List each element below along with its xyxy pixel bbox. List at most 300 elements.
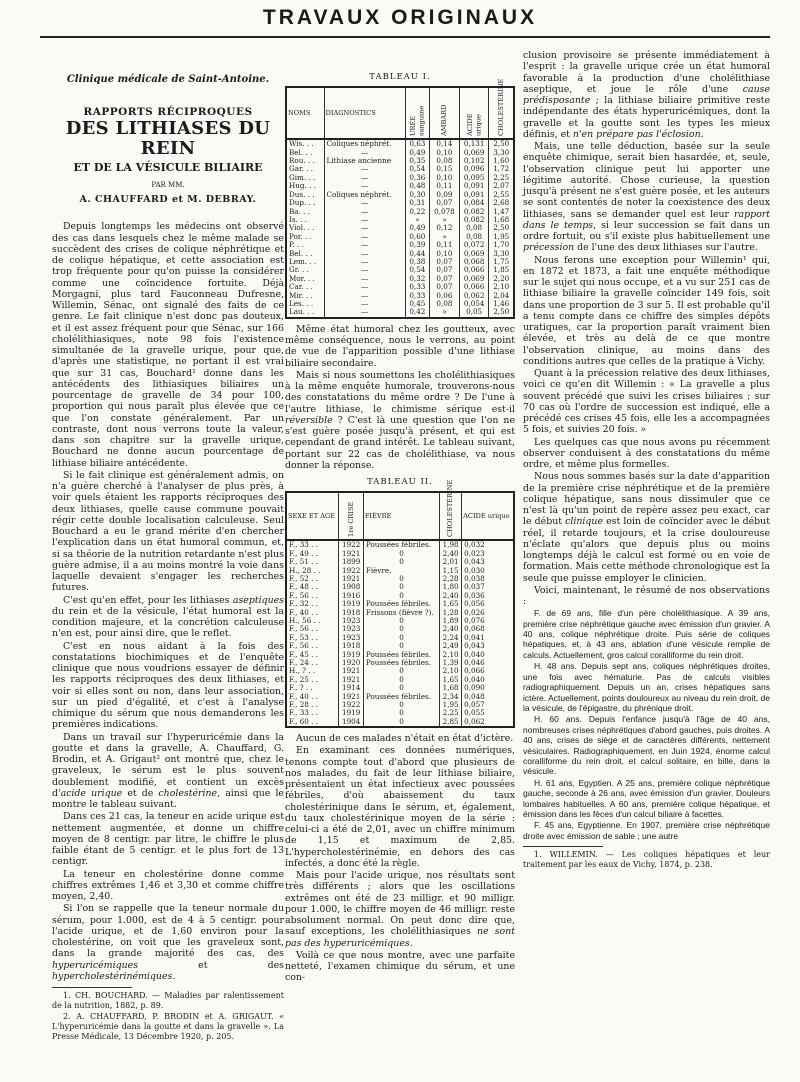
- table-cell: 0: [363, 625, 439, 633]
- table-cell: 1908: [339, 583, 363, 591]
- table-cell: 2,20: [489, 275, 514, 283]
- table-cell: Coliques néphrét.: [324, 191, 405, 199]
- table-cell: 0,068: [462, 625, 514, 633]
- table-cell: 0,22: [405, 208, 429, 216]
- table-cell: Frissons (fièvre ?).: [363, 609, 439, 617]
- table-cell: 0,60: [405, 233, 429, 241]
- text: du rein et de la vésicule, l'état humoral est la condition majeure, et la concrétion calculeuse n'en est, pour ainsi dire, que le reflet.: [52, 605, 284, 640]
- table-cell: Is. . .: [289, 214, 307, 224]
- table-cell: Wis. . .: [289, 139, 314, 149]
- table-cell: 3,30: [489, 149, 514, 157]
- table-cell: —: [324, 292, 405, 300]
- paragraph: [285, 870, 515, 949]
- table-cell: »: [430, 233, 460, 241]
- table-cell: Dus. . .: [289, 189, 315, 199]
- paragraph: En examinant ces données numériques, tenons compte tout d'abord que plusieurs de nos malades, du fait de leur lithiase biliaire, présentaient un état infectieux avec poussées fébriles, d'où abaissement du taux cholestérinique dans le sérum, et, également, du taux cholestérinique moyen de la série : celui-ci a été de 2,01, avec un chiffre minimum de 1,15 et maximum de 2,85. L'hypercholestérinémie, en dehors des cas infectés, a donc été la règle.: [285, 745, 515, 869]
- table-row: [286, 718, 514, 727]
- table-cell: Mir. . .: [289, 290, 313, 300]
- table-cell: 0,09: [430, 191, 460, 199]
- text: , ainsi que le montre le tableau suivant.: [52, 787, 284, 810]
- table-cell: 1,95: [440, 701, 462, 709]
- table-cell: 0,08: [459, 233, 489, 241]
- column-3: [523, 50, 770, 871]
- table-cell: 2,01: [440, 558, 462, 566]
- observation: H. 61 ans, Egyptien. A 25 ans, première colique néphrétique gauche, seconde à 26 ans, avec émission d'un gravier. Douleurs lombaires habituelles. A 60 ans, première colique hépatique, et émission dans les fèces d'un calcul biliaire à facettes.: [523, 777, 770, 819]
- clinic-name: Clinique médicale de Saint-Antoine.: [66, 74, 270, 85]
- table-cell: 0: [363, 575, 439, 583]
- table-cell: 2,04: [489, 292, 514, 300]
- table-cell: Dup. . .: [289, 198, 316, 208]
- table-row: [286, 308, 514, 317]
- table-cell: 2,34: [440, 693, 462, 701]
- table-cell: 1,39: [440, 659, 462, 667]
- table-cell: 1,72: [489, 165, 514, 173]
- table-cell: 0,076: [462, 617, 514, 625]
- table-cell: 1922: [339, 701, 363, 709]
- table-cell: 0: [363, 667, 439, 675]
- emphasis: n'en prépare pas l'éclosion: [572, 128, 701, 140]
- column-header: ACIDE urique: [462, 492, 514, 540]
- table-cell: 1,60: [489, 157, 514, 165]
- paragraph: [523, 471, 770, 584]
- table-cell: 0: [363, 550, 439, 558]
- paragraph: [523, 141, 770, 254]
- table-cell: 1921: [339, 667, 363, 675]
- title-line-3: ET DE LA VÉSICULE BILIAIRE: [73, 160, 263, 174]
- table-cell: —: [324, 199, 405, 207]
- table-cell: 0,040: [462, 676, 514, 684]
- table-cell: 1,46: [489, 300, 514, 308]
- table-cell: 0,31: [405, 199, 429, 207]
- table-cell: 1920: [339, 659, 363, 667]
- table-cell: F., 33 . .: [289, 708, 319, 718]
- table-cell: 0,35: [405, 157, 429, 165]
- column-header: 1re CRISE: [339, 492, 363, 540]
- table-cell: 0,38: [405, 258, 429, 266]
- table-cell: 0,07: [430, 199, 460, 207]
- table-cell: 0,08: [430, 300, 460, 308]
- journal-section-title: TRAVAUX ORIGINAUX: [262, 6, 538, 29]
- table-cell: 0,043: [462, 558, 514, 566]
- table-cell: 1918: [339, 642, 363, 650]
- table-cell: Viol. . .: [289, 223, 315, 233]
- table-cell: 0,10: [430, 149, 460, 157]
- table-cell: Gar. . .: [289, 164, 314, 174]
- by-line-label: PAR MM.: [151, 180, 185, 189]
- table-cell: —: [324, 233, 405, 241]
- observation: F. 45 ans, Egyptienne. En 1907, première crise néphrétique droite avec émission de sable ; une autre: [523, 820, 770, 841]
- table-cell: 0,36: [405, 174, 429, 182]
- table-cell: Bel. . .: [289, 248, 313, 258]
- table-cell: 1,15: [440, 567, 462, 575]
- table-cell: 1,47: [489, 208, 514, 216]
- emphasis: réversible: [285, 414, 333, 426]
- column-header: DIAGNOSTICS: [324, 87, 405, 139]
- footnote-rule: [52, 987, 132, 988]
- authors: A. CHAUFFARD et M. DEBRAY.: [79, 194, 257, 205]
- paragraph: [285, 370, 515, 471]
- table-cell: P. . .: [289, 240, 304, 250]
- footnote: 2. A. CHAUFFARD, P. BRODIN et A. GRIGAUT. « L'hyperuricémie dans la goutte et dans la gravelle ». La Presse Médicale, 13 Décembre 1920, p. 205.: [52, 1012, 284, 1041]
- table-cell: 0: [363, 701, 439, 709]
- table-cell: 2,10: [440, 651, 462, 659]
- table-cell: 0,10: [430, 174, 460, 182]
- table-cell: 2,10: [440, 667, 462, 675]
- table-cell: 1922: [339, 567, 363, 575]
- observation: H. 60 ans. Depuis l'enfance jusqu'à l'âge de 40 ans, nombreuses crises néphrétiques d'abord gauches, puis droites. A 40 ans, crises de siège et de caractères différents, nettement vésiculaires. Radiographiquement, en Juin 1924, énorme calcul coralliforme du rein droit, et calcul solitaire, en bille, dans la vésicule.: [523, 714, 770, 777]
- table-cell: »: [430, 216, 460, 224]
- table-cell: H., 28 . .: [289, 565, 321, 575]
- table-cell: 0,54: [405, 266, 429, 274]
- table-cell: Poussées fébriles.: [363, 693, 439, 701]
- table-cell: 1,28: [440, 609, 462, 617]
- table-cell: 0: [363, 642, 439, 650]
- emphasis: acide urique: [60, 787, 123, 799]
- emphasis: cause prédisposante: [523, 83, 770, 106]
- column-header: NOMS: [286, 87, 324, 139]
- table-cell: 0,49: [405, 224, 429, 232]
- table-cell: 1916: [339, 592, 363, 600]
- emphasis: rapport dans le temps: [523, 208, 770, 231]
- table-cell: 0: [363, 592, 439, 600]
- table-cell: 0,082: [459, 216, 489, 224]
- paragraph: La teneur en cholestérine donne comme chiffres extrêmes 1,46 et 3,30 et comme chiffre moyen, 2,40.: [52, 868, 284, 902]
- table-cell: Car. . .: [289, 282, 313, 292]
- text: et de: [122, 787, 159, 799]
- table-cell: 3,30: [489, 250, 514, 258]
- table-cell: 2,24: [440, 634, 462, 642]
- column-header: SEXE ET AGE: [286, 492, 339, 540]
- table-cell: 1,70: [489, 241, 514, 249]
- table-cell: 0,54: [405, 165, 429, 173]
- table-cell: 2,49: [440, 642, 462, 650]
- table-cell: 1919: [339, 651, 363, 659]
- column-1: [52, 50, 284, 1043]
- table-cell: 0,48: [405, 182, 429, 190]
- table-cell: 2,10: [489, 283, 514, 291]
- table-cell: 0,030: [462, 567, 514, 575]
- paragraph: Aucun de ces malades n'était en état d'ictère.: [296, 733, 514, 745]
- table-cell: F., 56 . .: [289, 590, 319, 600]
- table-cell: 1,95: [489, 233, 514, 241]
- table-cell: F., 32 . .: [289, 599, 319, 609]
- column-header: URÉE sanguine: [405, 87, 429, 139]
- table-cell: 2,40: [440, 550, 462, 558]
- table-cell: 0,066: [459, 283, 489, 291]
- table-cell: 0,062: [462, 718, 514, 727]
- table-cell: F., 51 . .: [289, 557, 319, 567]
- table-cell: Ba. . .: [289, 206, 310, 216]
- table-cell: —: [324, 275, 405, 283]
- table-cell: Fièvre.: [363, 567, 439, 575]
- paragraph: Voici, maintenant, le résumé de nos observations :: [523, 584, 770, 607]
- table-cell: F., 25 . .: [289, 674, 319, 684]
- table-cell: 0,043: [462, 642, 514, 650]
- table-cell: 1921: [339, 693, 363, 701]
- table-cell: 1923: [339, 634, 363, 642]
- text: C'est qu'en effet, pour les lithiases: [63, 594, 233, 606]
- table-cell: 0,040: [462, 651, 514, 659]
- paragraph: [52, 595, 284, 640]
- table-cell: Poussées fébriles.: [363, 600, 439, 608]
- table-cell: F., 49 . .: [289, 548, 319, 558]
- table-cell: 1,68: [489, 216, 514, 224]
- table-cell: 0,091: [459, 182, 489, 190]
- table-cell: —: [324, 241, 405, 249]
- paragraph: Quant à la précession relative des deux lithiases, voici ce qu'en dit Willemin : « La gravelle a plus souvent précédé que suivi les crises biliaires ; sur 70 cas où l'ordre de succession est indiqué, elle a précédé ces crises 45 fois, elle les a accompagnées 5 fois, et suivies 20 fois. »: [523, 368, 770, 436]
- emphasis: hypercholestérinémiques: [52, 970, 173, 982]
- table-cell: 0,33: [405, 292, 429, 300]
- text: , si leur succession se fait dans un ordre fortuit, ou s'il existe plus habituellement une: [523, 219, 770, 242]
- observations: [523, 608, 770, 841]
- table-cell: F., 45 . .: [289, 649, 319, 659]
- table-cell: —: [324, 283, 405, 291]
- table-cell: 0,041: [462, 634, 514, 642]
- table-cell: 1914: [339, 684, 363, 692]
- table-cell: 0: [363, 718, 439, 727]
- table-cell: Rou. . .: [289, 156, 315, 166]
- table-cell: 2,40: [440, 592, 462, 600]
- table-cell: Lithiase ancienne: [324, 157, 405, 165]
- text: Si l'on se rappelle que la teneur normale du sérum, pour 1.000, est de 4 à 5 centigr. pour l'acide urique, et de 1,60 environ pour la cholestérine, on voit que les graveleux sont, dans la grande majorité des cas, des: [52, 903, 284, 960]
- table-cell: 0,069: [459, 275, 489, 283]
- table-cell: 0,026: [462, 609, 514, 617]
- paragraph: [52, 732, 284, 811]
- table-cell: 2,85: [440, 718, 462, 727]
- table-cell: 0: [363, 709, 439, 717]
- column-header: CHOLESTÉRINE: [489, 87, 514, 139]
- text: .: [700, 128, 704, 140]
- column-header: FIÈVRE: [363, 492, 439, 540]
- table-cell: F., 40 . .: [289, 691, 319, 701]
- table-cell: Poussées fébriles.: [363, 651, 439, 659]
- table-cell: —: [324, 300, 405, 308]
- table-cell: 0,07: [430, 266, 460, 274]
- table-cell: Lau. . .: [289, 307, 315, 317]
- table-cell: 2,50: [489, 308, 514, 317]
- table-cell: 1,65: [440, 676, 462, 684]
- table-cell: 0,068: [459, 258, 489, 266]
- paragraph: Dans ces 21 cas, la teneur en acide urique est nettement augmentée, et donne un chiffre moyen de 8 centigr. par litre, le chiffre le plus faible étant de 5 centigr. et le plus fort de 13 centigr.: [52, 811, 284, 868]
- table-cell: 0,032: [462, 540, 514, 549]
- table-cell: 0: [363, 583, 439, 591]
- table-cell: Por. . .: [289, 231, 312, 241]
- table-cell: —: [324, 258, 405, 266]
- table-cell: 0,08: [430, 157, 460, 165]
- column-header: AMBARD: [430, 87, 460, 139]
- emphasis: aseptiques: [232, 594, 284, 606]
- paragraph: Nous ferons une exception pour Willemin¹ qui, en 1872 et 1873, a fait une enquête méthodique sur le sujet qui nous occupe, et a vu sur 251 cas de lithiase biliaire la gravelle coïncider 149 fois, soit dans une proportion de 3 sur 5. Il est probable qu'il a tenu compte dans ce chiffre des simples dépôts uratiques, car la proportion paraît vraiment bien élevée, et très au delà de ce que montre l'observation clinique, au moins dans des conditions autres que celles de la pratique à Vichy.: [523, 254, 770, 367]
- table-cell: 0,084: [459, 199, 489, 207]
- table-cell: Mor. . .: [289, 273, 315, 283]
- paragraph: [523, 50, 770, 140]
- table-cell: 0,42: [405, 308, 429, 317]
- footnote: 1. WILLEMIN. — Les coliques hépatiques et leur traitement par les eaux de Vichy, 1874, p. 238.: [523, 850, 770, 870]
- table-cell: Hug. . .: [289, 181, 316, 191]
- paragraph: Même état humoral chez les goutteux, avec même conséquence, nous le verrons, au point de vue de l'apparition possible d'une lithiase biliaire secondaire.: [285, 323, 515, 369]
- table-cell: 1,89: [440, 617, 462, 625]
- table-cell: 0,08: [459, 224, 489, 232]
- table-cell: 1921: [339, 575, 363, 583]
- column-header: CHOLESTÉRINE: [440, 492, 462, 540]
- header-rule: [40, 36, 770, 38]
- column-header: ACIDE urique: [459, 87, 489, 139]
- table-cell: 0,131: [459, 139, 489, 148]
- table-cell: H., ? . .: [289, 666, 316, 676]
- emphasis: cholestérine: [158, 787, 218, 799]
- paragraph: Les quelques cas que nous avons pu récemment observer conduisent à des constatations du même ordre, et même plus formelles.: [523, 436, 770, 470]
- table-cell: 1,85: [489, 266, 514, 274]
- table-cell: 0,39: [405, 241, 429, 249]
- table-cell: 0,069: [459, 149, 489, 157]
- emphasis: ne sont pas des hyperuricémiques: [285, 926, 516, 949]
- table-cell: 0,062: [459, 292, 489, 300]
- table-cell: 0,07: [430, 258, 460, 266]
- table-cell: —: [324, 224, 405, 232]
- table-cell: 0,11: [430, 182, 460, 190]
- observation: F. de 69 ans, fille d'un père cholélithiasique. A 39 ans, première crise néphrétique gauche avec émission d'un gravier. A 40 ans, colique néphrétique droite. Puis série de coliques hépatiques, et, à 43 ans, ablation d'une vésicule remplie de calculs. Actuellement, gros calcul coralliforme du rein droit.: [523, 608, 770, 660]
- table-cell: 1,75: [489, 258, 514, 266]
- table-cell: 2,25: [489, 174, 514, 182]
- table-cell: Poussées fébriles.: [363, 540, 439, 549]
- text: Nous nous sommes basés sur la date d'apparition de la première crise néphrétique et de la première colique hépatique, sans nous dissimuler que ce n'est là qu'un point de repère assez peu exact, car le début: [523, 471, 770, 528]
- footnote: 1. CH. BOUCHARD. — Maladies par ralentissement de la nutrition, 1882, p. 89.: [52, 991, 284, 1010]
- table-2-caption: TABLEAU II.: [367, 477, 433, 488]
- table-cell: 0,057: [462, 701, 514, 709]
- text: ; la lithiase biliaire primitive reste indépendante des états hyperuricémiques, dont la gravelle et la goutte sont les types les mieux définis, et: [523, 95, 770, 140]
- text: clusion provisoire se présente immédiatement à l'esprit : la gravelle urique crée un état humoral favorable à la production d'une cholélithiase aseptique, et joue le rôle d'une: [523, 50, 770, 95]
- paragraph: Voilà ce que nous montre, avec une parfaite netteté, l'examen chimique du sérum, et une con-: [285, 949, 515, 984]
- emphasis: hyperuricémiques: [52, 959, 138, 971]
- table-cell: 1923: [339, 625, 363, 633]
- table-cell: 0,082: [459, 208, 489, 216]
- table-cell: F., 60 . .: [289, 716, 319, 726]
- table-cell: 0,096: [459, 165, 489, 173]
- title-line-1: RAPPORTS RÉCIPROQUES: [83, 106, 253, 119]
- paragraph: Si le fait clinique est généralement admis, on n'a guère cherché à l'analyser de plus près, à voir quels étaient les rapports réciproques des deux lithiases, quelle cause commune pouvait régir cette double localisation calculeuse. Seul Bouchard a eu le grand mérite d'en chercher l'explication dans un état humoral commun, et, si sa théorie de la nutrition retardante n'est plus guère admise, il a au moins montré la voie dans laquelle devaient s'engager les recherches futures.: [52, 469, 284, 594]
- table-cell: 1921: [339, 676, 363, 684]
- table-cell: 0,10: [430, 250, 460, 258]
- table-cell: »: [430, 308, 460, 317]
- table-cell: 2,50: [489, 139, 514, 148]
- table-cell: —: [324, 250, 405, 258]
- table-cell: 1918: [339, 609, 363, 617]
- table-cell: 1923: [339, 617, 363, 625]
- table-cell: 0,038: [462, 575, 514, 583]
- table-cell: 0,091: [459, 191, 489, 199]
- table-cell: F., ? . .: [289, 683, 313, 693]
- table-cell: —: [324, 174, 405, 182]
- table-cell: 1919: [339, 709, 363, 717]
- paragraph: [52, 903, 284, 982]
- text: ? C'est là une question que l'on ne s'est guère posée jusqu'à présent, et qui est cependant de grand intérêt. Le tableau suivant, portant sur 22 cas de cholélithiase, va nous donner la réponse.: [285, 414, 515, 471]
- table-cell: 1,65: [440, 600, 462, 608]
- table-cell: 2,07: [489, 182, 514, 190]
- table-cell: 0,066: [459, 266, 489, 274]
- table-cell: 0,102: [459, 157, 489, 165]
- table-cell: 1922: [339, 540, 363, 549]
- table-cell: 0: [363, 558, 439, 566]
- text: et des: [137, 959, 284, 971]
- table-cell: 1,68: [440, 684, 462, 692]
- table-cell: 2,55: [489, 191, 514, 199]
- observation: H. 48 ans. Depuis sept ans, coliques néphrétiques droites, une fois avec hématurie. Pas de calculs visibles radiographiquement. Depuis un an, crises hépatiques sans ictère. Actuellement, points douloureux au niveau du rein droit, de la vésicule, de l'épigastre, du phrénique droit.: [523, 661, 770, 713]
- table-cell: —: [324, 308, 405, 317]
- table-cell: 1919: [339, 600, 363, 608]
- table-cell: 0,036: [462, 592, 514, 600]
- table-cell: 0,046: [462, 659, 514, 667]
- table-cell: 0,14: [430, 139, 460, 148]
- table-cell: Poussées fébriles.: [363, 659, 439, 667]
- table-cell: 2,50: [489, 224, 514, 232]
- emphasis: précession: [523, 242, 575, 254]
- table-cell: 0,056: [462, 600, 514, 608]
- text: .: [172, 970, 176, 982]
- table-1-caption: TABLEAU I.: [369, 72, 431, 82]
- table-cell: 1,80: [440, 583, 462, 591]
- table-cell: 1,98: [440, 540, 462, 549]
- table-1: [285, 78, 515, 319]
- table-cell: Gim. . .: [289, 172, 316, 182]
- table-cell: 0,023: [462, 550, 514, 558]
- table-cell: Lem. . .: [289, 256, 317, 266]
- table-cell: 0,054: [459, 300, 489, 308]
- title-line-2: DES LITHIASES DU REIN: [65, 117, 271, 159]
- table-cell: 1899: [339, 558, 363, 566]
- table-cell: Coliques néphrét.: [324, 139, 405, 148]
- table-cell: —: [324, 266, 405, 274]
- table-cell: 0,037: [462, 583, 514, 591]
- table-cell: 0,066: [462, 667, 514, 675]
- table-cell: 0,095: [459, 174, 489, 182]
- table-cell: 0: [363, 684, 439, 692]
- table-cell: —: [324, 216, 405, 224]
- text: est loin de coïncider avec le début réel, il retarde toujours, et la crise douloureuse n'éclate qu'alors que depuis plus ou moins longtemps déjà le calcul est formé ou en voie de formation. Mais cette méthode chronologique est la seule que puisse employer le clinicien.: [523, 516, 770, 584]
- table-cell: 0,30: [405, 191, 429, 199]
- table-cell: F., 24 . .: [289, 657, 319, 667]
- table-cell: 1921: [339, 550, 363, 558]
- table-cell: 0,078: [430, 208, 460, 216]
- column-2: [285, 72, 515, 985]
- table-cell: 2,68: [489, 199, 514, 207]
- table-cell: 0,12: [430, 224, 460, 232]
- table-cell: 2,25: [440, 709, 462, 717]
- table-cell: 0,49: [405, 149, 429, 157]
- table-cell: —: [324, 182, 405, 190]
- table-cell: 0,15: [430, 165, 460, 173]
- paragraph: Depuis longtemps les médecins ont observé des cas dans lesquels chez le même malade se succèdent des crises de colique néphrétique et de colique hépatique, et cette association est trop fréquente pour qu'on puisse la considérer comme une coïncidence fortuite. Déjà Morgagni, plus tard Fauconneau Dufresne, Willemin, Sénac, ont signalé des faits de ce genre. Le fait clinique n'est donc pas douteux, et il est assez fréquent pour que Sénac, sur 166 cholélithiasiques, note 98 fois l'existence simultanée de la gravelle urique, pour que, d'après une statistique, ne portant il est vrai que sur 31 cas, Bouchard¹ donne dans les antécédents des lithiasiques biliaires un pourcentage de gravelle de 34 pour 100, proportion qui nous paraît plus élevée que ce que l'on constate généralement. Par un contraste, dont nous verrons toute la valeur, dans son chapitre sur la gravelle urique, Bouchard ne donne aucun pourcentage de lithiase biliaire antécédente.: [52, 221, 284, 469]
- table-cell: Les. . .: [289, 298, 314, 308]
- table-cell: 0,05: [459, 308, 489, 317]
- table-cell: H., 56 . .: [289, 615, 321, 625]
- table-cell: F., 33 . .: [289, 540, 319, 550]
- table-cell: F., 56 . .: [289, 641, 319, 651]
- table-cell: 0: [363, 617, 439, 625]
- table-cell: 1904: [339, 718, 363, 727]
- table-cell: 0,07: [430, 275, 460, 283]
- table-cell: F., 28 . .: [289, 700, 319, 709]
- table-cell: Gr. . .: [289, 265, 309, 275]
- table-cell: —: [324, 165, 405, 173]
- table-cell: 0,072: [459, 241, 489, 249]
- text: Dans un travail sur l'hyperuricémie dans la goutte et dans la gravelle, A. Chauffard, G. Brodin, et A. Grigaut² ont montré que, chez le graveleux, le sérum est le plus souvent doublement modifié, et contient un excès d': [52, 731, 284, 799]
- table-cell: 0,055: [462, 709, 514, 717]
- text: Mais si nous soumettons les cholélithiasiques à la même enquête humorale, trouverons-nous des constatations du même ordre ? De l'une à l'autre lithiase, le chimisme sérique est-il: [285, 369, 515, 415]
- table-cell: 2,28: [440, 575, 462, 583]
- emphasis: clinique: [565, 516, 604, 528]
- table-cell: 0,32: [405, 275, 429, 283]
- table-cell: 2,40: [440, 625, 462, 633]
